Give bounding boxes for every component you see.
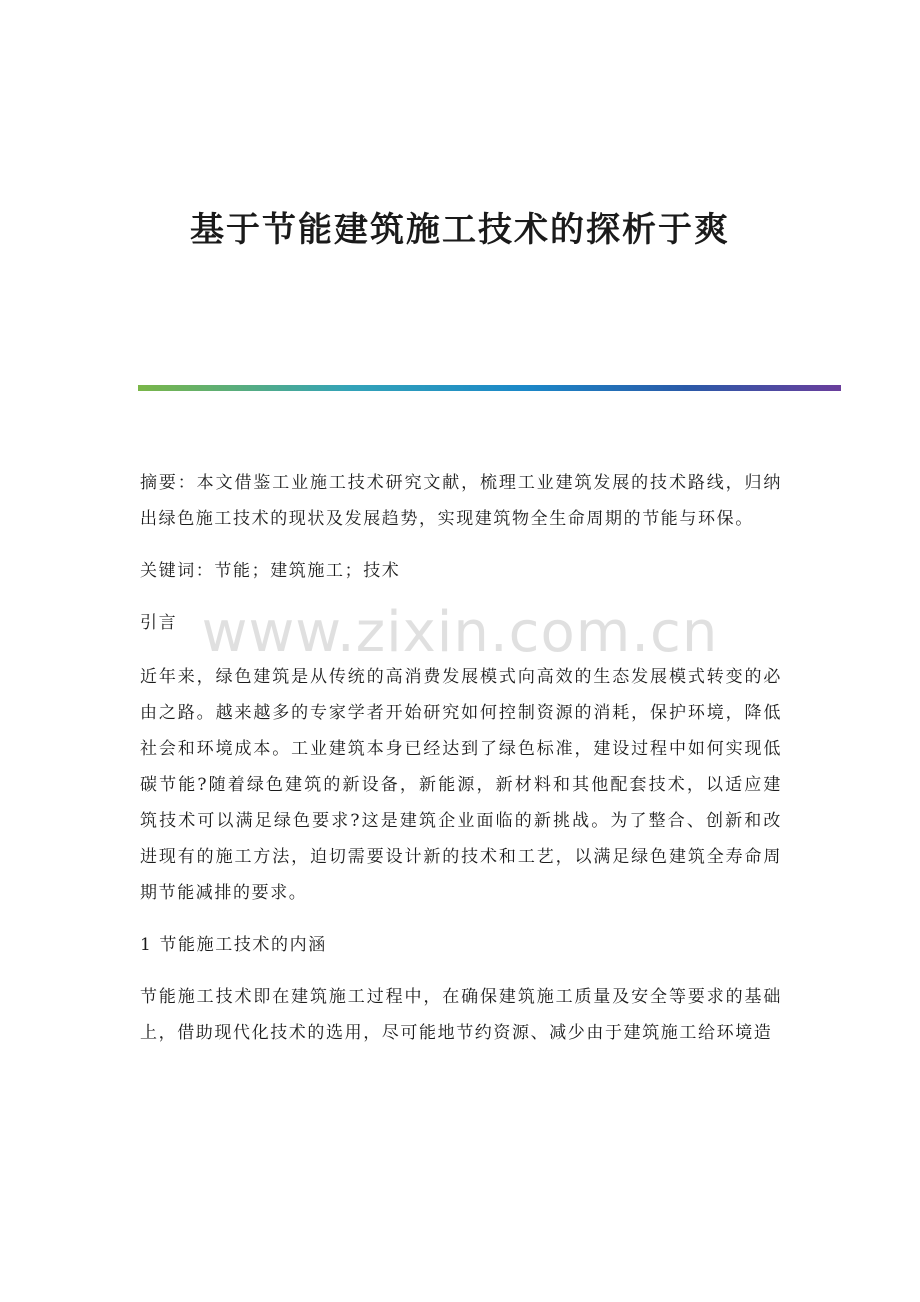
section1-heading: 1 节能施工技术的内涵 <box>140 935 327 955</box>
section1-paragraph: 节能施工技术即在建筑施工过程中，在确保建筑施工质量及安全等要求的基础上，借助现代化技术的选用，尽可能地节约资源、减少由于建筑施工给环境造 <box>140 987 782 1043</box>
intro-paragraph: 近年来，绿色建筑是从传统的高消费发展模式向高效的生态发展模式转变的必由之路。越来越多的专家学者开始研究如何控制资源的消耗，保护环境，降低社会和环境成本。工业建筑本身已经达到了绿色标准，建设过程中如何实现低碳节能?随着绿色建筑的新设备，新能源，新材料和其他配套技术，以适应建筑技术可以满足绿色要求?这是建筑企业面临的新挑战。为了整合、创新和改进现有的施工方法，迫切需要设计新的技术和工艺，以满足绿色建筑全寿命周期节能减排的要求。 <box>140 667 782 903</box>
keywords-line: 关键词：节能；建筑施工；技术 <box>140 561 401 581</box>
document-body <box>140 465 782 1051</box>
page-title: 基于节能建筑施工技术的探析于爽 <box>190 210 730 250</box>
abstract-paragraph: 摘要：本文借鉴工业施工技术研究文献，梳理工业建筑发展的技术路线，归纳出绿色施工技术的现状及发展趋势，实现建筑物全生命周期的节能与环保。 <box>140 473 782 529</box>
title-divider <box>138 385 841 391</box>
watermark: www.zixin.com.cn <box>201 600 719 665</box>
intro-heading: 引言 <box>140 613 178 633</box>
